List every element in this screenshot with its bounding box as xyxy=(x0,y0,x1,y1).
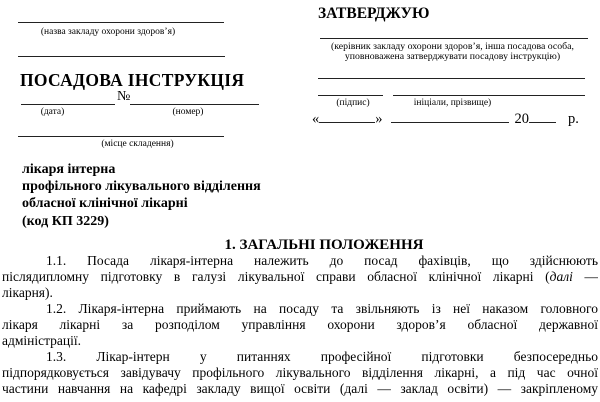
approver-blank-line xyxy=(320,30,588,39)
approve-heading: ЗАТВЕРДЖУЮ xyxy=(318,5,430,22)
year-blank-line xyxy=(529,110,556,123)
paragraph-3-line-3: частини навчання на кафедрі закладу вищої освіти (далі — заклад освіти) — закріпленому xyxy=(2,381,598,396)
paragraph-2-line-2: лікаря лікарні за розподілом управління охорони здоров’я обласної державної xyxy=(2,317,598,332)
paragraph-1-line-1: 1.1. Посада лікаря-інтерна належить до посад фахівців, що здійснюють xyxy=(46,253,598,268)
year-suffix: р. xyxy=(568,111,579,127)
paragraph-text: післядипломну підготовку в галузі лікувальної справи обласної клінічної лікарні ( xyxy=(2,269,550,284)
org-name-blank-line xyxy=(18,14,224,23)
paragraph-text: — xyxy=(572,269,598,284)
initials-blank-line xyxy=(393,87,585,96)
approver-caption-line2: уповноважена затверджувати посадову інструкцію) xyxy=(344,51,561,62)
paragraph-2-line-1: 1.2. Лікаря-інтерна приймають на посаду та звільняють із неї наказом головного xyxy=(46,301,598,316)
paragraph-italic-text: далі xyxy=(549,269,573,284)
doc-number-sign: № xyxy=(117,89,131,104)
day-blank-line xyxy=(319,110,375,123)
doc-number-blank-line xyxy=(130,96,259,105)
place-blank-line xyxy=(18,128,224,137)
position-line-2: профільного лікувального відділення xyxy=(22,179,261,195)
quote-open: « xyxy=(312,111,320,127)
year-prefix: 20 xyxy=(514,111,529,127)
doc-date-blank-line xyxy=(21,96,115,105)
paragraph-2-line-3: адміністрації. xyxy=(2,333,82,348)
org-name-caption: (назва закладу охорони здоров’я) xyxy=(40,27,176,37)
date-caption: (дата) xyxy=(40,107,65,117)
org-name-blank-line-2 xyxy=(18,48,225,57)
doc-title: ПОСАДОВА ІНСТРУКЦІЯ xyxy=(20,70,245,90)
paragraph-1-line-2 xyxy=(2,269,598,285)
section-heading: 1. ЗАГАЛЬНІ ПОЛОЖЕННЯ xyxy=(224,237,424,253)
position-title-block xyxy=(22,161,261,230)
number-caption: (номер) xyxy=(172,107,204,117)
signature-blank-line xyxy=(318,87,383,96)
paragraph-3-line-2: підпорядковується завідувачу профільного лікувального відділення лікарні, а під час очної xyxy=(2,365,598,380)
position-line-1: лікаря інтерна xyxy=(22,162,116,177)
position-line-4: (код КП 3229) xyxy=(22,213,109,229)
approval-date-row xyxy=(312,110,579,128)
approval-blank-line xyxy=(318,70,585,79)
signature-caption: (підпис) xyxy=(336,98,370,108)
body-text xyxy=(2,253,598,397)
position-line-3: обласної клінічної лікарні xyxy=(22,196,188,212)
paragraph-3-line-1: 1.3. Лікар-інтерн у питаннях професійної підготовки безпосередньо xyxy=(46,349,598,364)
quote-close: » xyxy=(375,111,383,127)
initials-caption: ініціали, прізвище) xyxy=(413,98,492,108)
paragraph-1-line-3: лікарня). xyxy=(2,285,53,300)
month-blank-line xyxy=(391,110,509,123)
approver-caption-line1: (керівник закладу охорони здоров’я, інша посадова особа, xyxy=(331,41,574,52)
place-caption: (місце складення) xyxy=(101,139,174,149)
